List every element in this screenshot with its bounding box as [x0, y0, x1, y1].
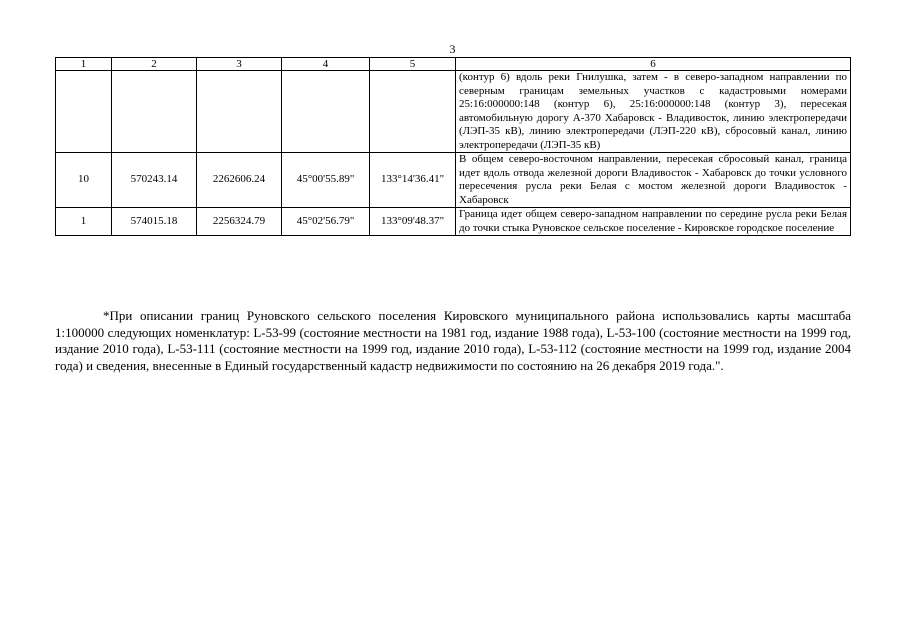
description-cell: В общем северо-восточном направлении, пересекая сбросовый канал, граница идет вдоль отвода железной дороги Владивосток - Хабаровск до точки условного пересечения русла реки Белая с мостом железной дороги Владивосток - Хабаровск [456, 153, 851, 208]
empty-cell [112, 71, 197, 153]
empty-cell [282, 71, 370, 153]
y-coordinate-cell: 2256324.79 [197, 208, 282, 236]
header-cell: 2 [112, 58, 197, 71]
empty-cell [370, 71, 456, 153]
page-number: 3 [449, 42, 456, 56]
footnote-paragraph: *При описании границ Руновского сельского поселения Кировского муниципального района использовались карты масштаба 1:100000 следующих номенклатур: L-53-99 (состояние местности на 1981 год, издание 1988 года), L-53-100 (состояние местности на 1999 год, издание 2010 года), L-53-111 (состояние местности на 1999 год, издание 2010 года), L-53-112 (состояние местности на 1999 год, издание 2004 года) и сведения, внесенные в Единый государственный кадастр недвижимости по состоянию на 26 декабря 2019 года.". [55, 308, 851, 373]
header-cell: 4 [282, 58, 370, 71]
table-header-row [56, 58, 851, 71]
boundary-table [55, 57, 851, 236]
point-number-cell: 10 [56, 153, 112, 208]
description-cell: Граница идет общем северо-западном направлении по середине русла реки Белая до точки стыка Руновское сельское поселение - Кировское городское поселение [456, 208, 851, 236]
header-cell: 3 [197, 58, 282, 71]
description-cell: (контур 6) вдоль реки Гнилушка, затем - в северо-западном направлении по северным границам земельных участков с кадастровыми номерами 25:16:000000:148 (контур 6), 25:16:000000:148 (контур 3), пересекая автомобильную дорогу А-370 Хабаровск - Владивосток, линию электропередачи (ЛЭП-35 кВ), линию электропередачи (ЛЭП-220 кВ), сбросовый канал, линию электропередачи (ЛЭП-35 кВ) [456, 71, 851, 153]
longitude-cell: 133°09'48.37" [370, 208, 456, 236]
x-coordinate-cell: 570243.14 [112, 153, 197, 208]
longitude-cell: 133°14'36.41" [370, 153, 456, 208]
empty-cell [56, 71, 112, 153]
table-row [56, 153, 851, 208]
table-row [56, 71, 851, 153]
latitude-cell: 45°02'56.79" [282, 208, 370, 236]
latitude-cell: 45°00'55.89" [282, 153, 370, 208]
header-cell: 1 [56, 58, 112, 71]
empty-cell [197, 71, 282, 153]
point-number-cell: 1 [56, 208, 112, 236]
y-coordinate-cell: 2262606.24 [197, 153, 282, 208]
header-cell: 5 [370, 58, 456, 71]
x-coordinate-cell: 574015.18 [112, 208, 197, 236]
header-cell: 6 [456, 58, 851, 71]
